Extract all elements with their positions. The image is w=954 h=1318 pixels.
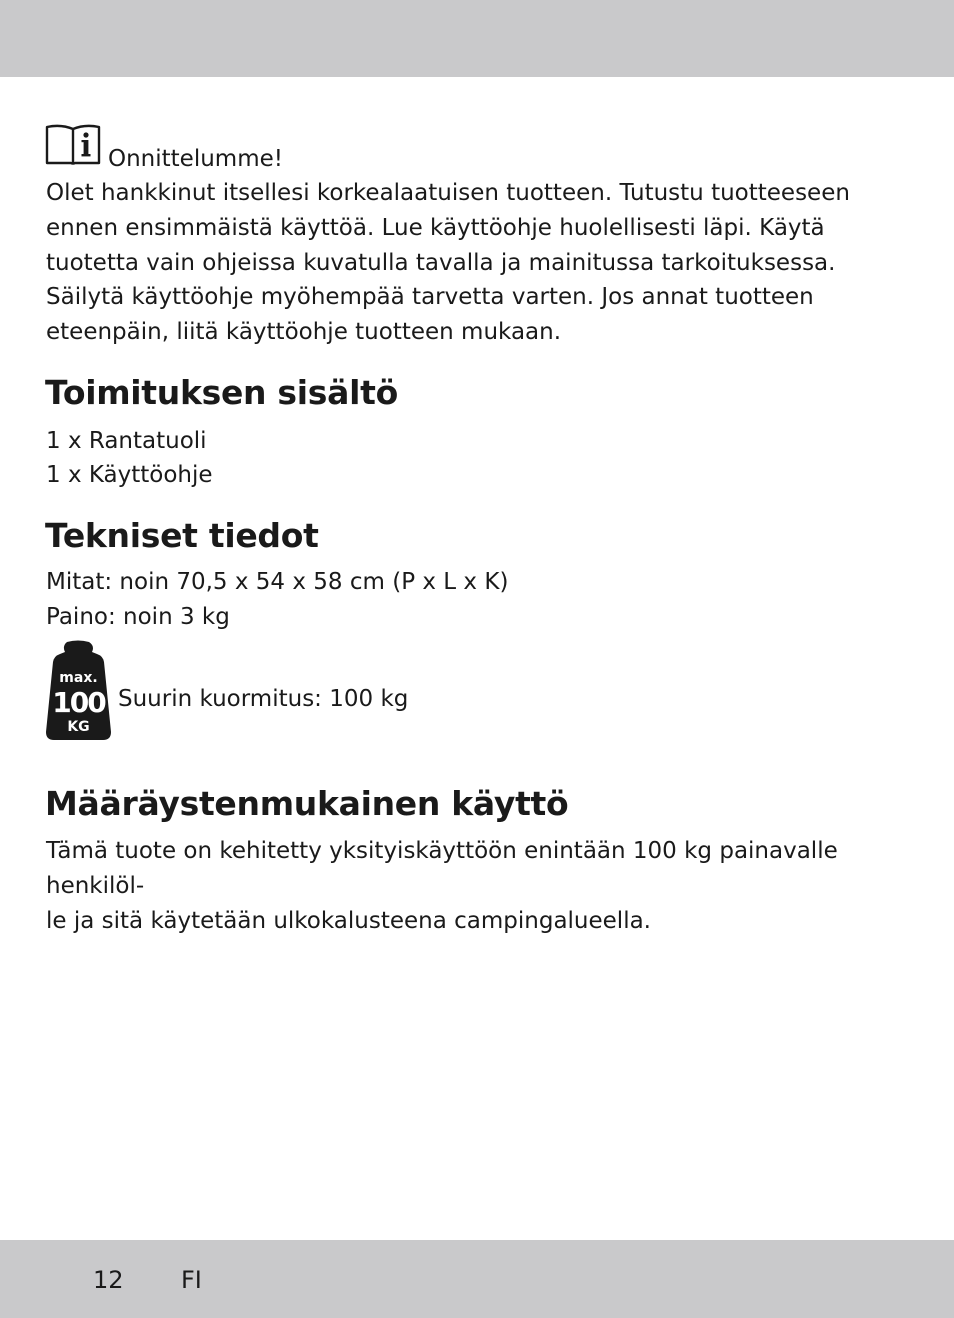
max-load-weight-icon <box>45 640 112 742</box>
contents-item: 1 x Rantatuoli <box>46 428 207 454</box>
header-band <box>0 0 954 77</box>
greeting: Onnittelumme! <box>108 146 283 172</box>
page-number: 12 <box>93 1266 124 1294</box>
info-book-icon <box>45 123 101 169</box>
intended-use-heading: Määräystenmukainen käyttö <box>45 784 569 823</box>
technical-heading: Tekniset tiedot <box>45 516 319 555</box>
dimensions-text: Mitat: noin 70,5 x 54 x 58 cm (P x L x K) <box>46 569 509 595</box>
weight-icon-label-top: max. <box>59 670 98 686</box>
max-load-text: Suurin kuormitus: 100 kg <box>118 686 409 712</box>
intended-use-paragraph: Tämä tuote on kehitetty yksityiskäyttöön enintään 100 kg painavalle henkilöl- le ja sitä käytetään ulkokalusteena campingalueella. <box>46 838 838 934</box>
weight-text: Paino: noin 3 kg <box>46 604 230 630</box>
weight-icon-label-value: 100 <box>52 686 105 719</box>
footer-band <box>0 1240 954 1318</box>
intro-paragraph: Olet hankkinut itsellesi korkealaatuisen tuotteen. Tutustu tuotteeseen ennen ensimmäistä käyttöä. Lue käyttöohje huolellisesti läpi. Käytä tuotetta vain ohjeissa kuvatulla tavalla ja mainitussa tarkoituksessa. Säilytä käyttöohje myöhempää tarvetta varten. Jos annat tuotteen eteenpäin, liitä käyttöohje tuotteen mukaan. <box>46 180 850 346</box>
contents-heading: Toimituksen sisältö <box>45 373 398 412</box>
language-code: FI <box>181 1266 202 1294</box>
weight-icon-label-unit: KG <box>67 719 90 735</box>
contents-item: 1 x Käyttöohje <box>46 462 213 488</box>
